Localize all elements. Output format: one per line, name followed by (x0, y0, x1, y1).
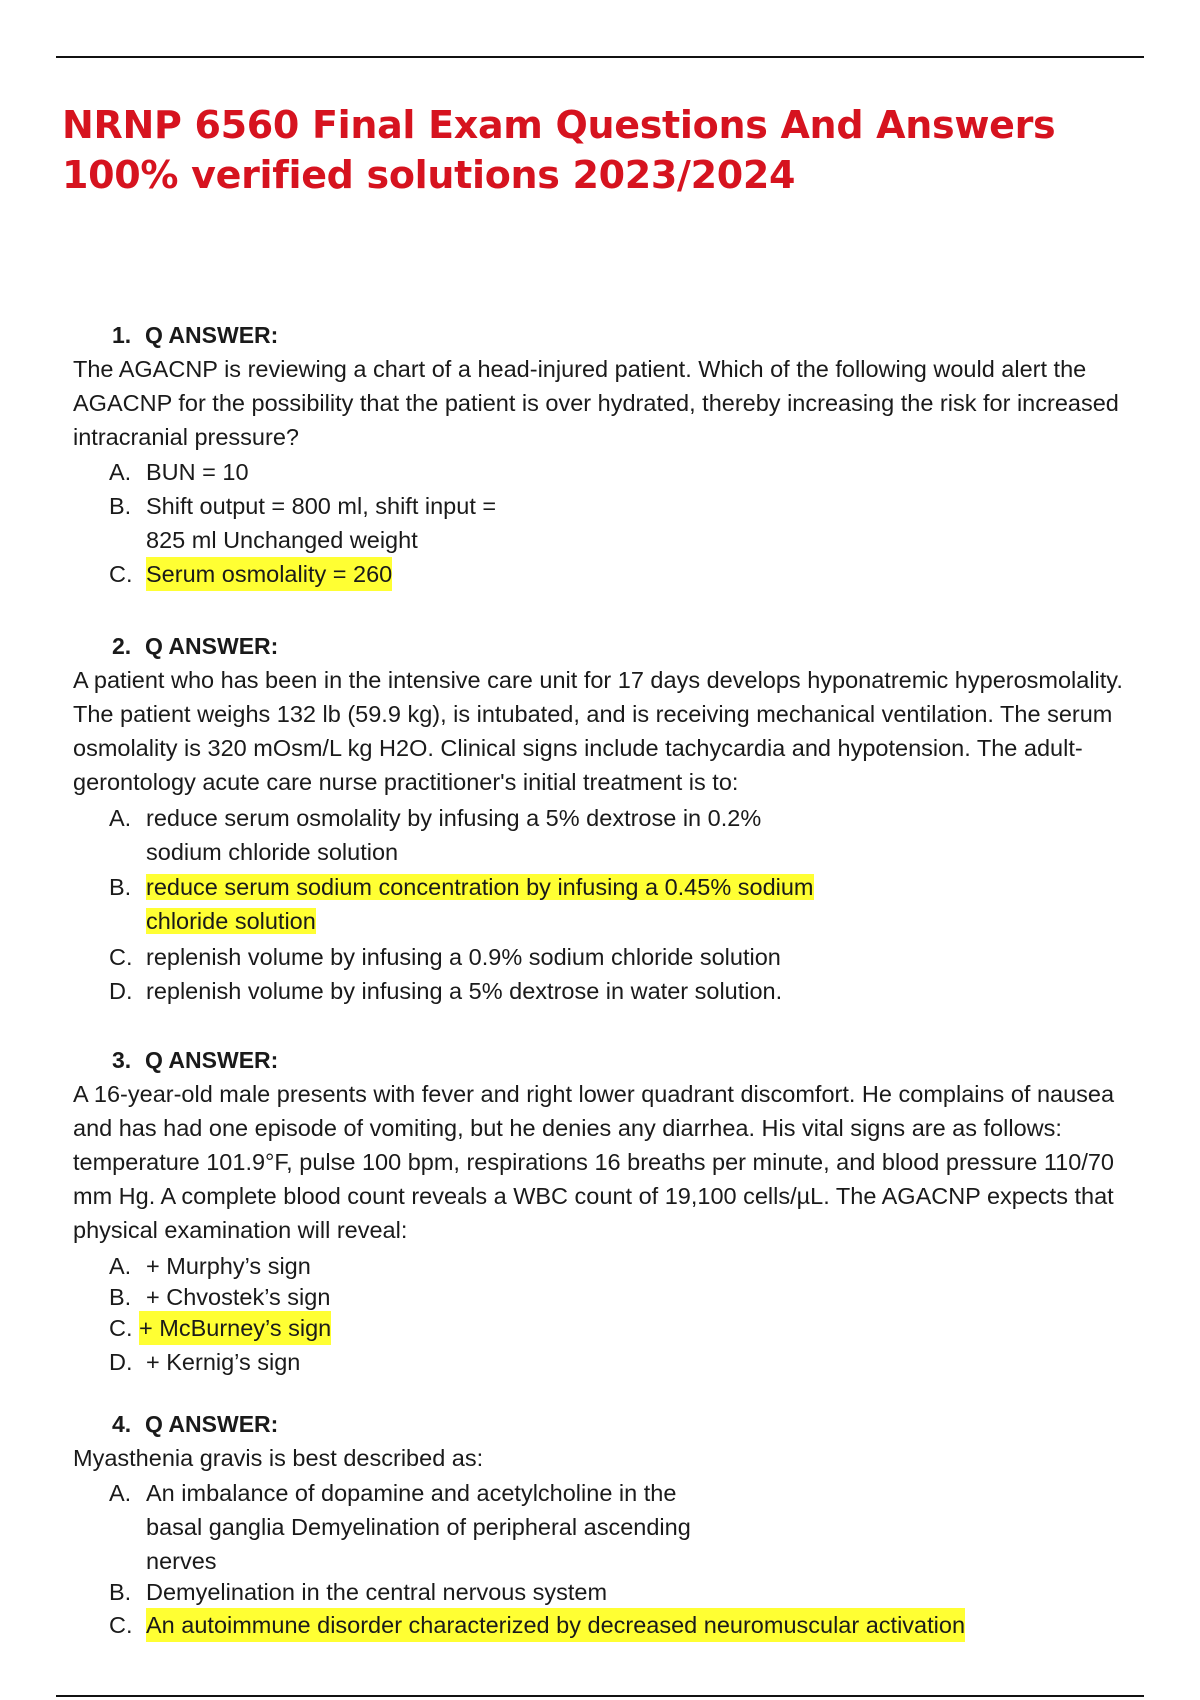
option-letter: B. (109, 493, 132, 519)
option-d (109, 974, 782, 1008)
option-letter: C. (109, 944, 133, 970)
option-letter: B. (109, 1579, 132, 1605)
option-text: + Chvostek’s sign (146, 1284, 331, 1310)
option-b-correct (109, 870, 814, 938)
option-text: Shift output = 800 ml, shift input = (146, 493, 497, 519)
question-label: Q ANSWER: (145, 1411, 279, 1437)
option-letter: C. (109, 561, 133, 587)
option-letter: D. (109, 1349, 133, 1375)
option-letter: C. (109, 1612, 133, 1638)
option-text: 825 ml Unchanged weight (146, 527, 418, 553)
question-number: 3. (112, 1047, 132, 1073)
option-text: + Murphy’s sign (146, 1253, 311, 1279)
option-letter: C. (109, 1315, 133, 1341)
option-text: + Kernig’s sign (146, 1349, 301, 1375)
option-letter: A. (109, 459, 132, 485)
option-text: BUN = 10 (146, 459, 249, 485)
option-text: basal ganglia Demyelination of peripheral ascending (146, 1514, 691, 1540)
question-heading (112, 629, 278, 663)
option-letter: B. (109, 874, 132, 900)
top-rule (56, 56, 1144, 58)
highlighted-answer: + McBurney’s sign (139, 1311, 331, 1345)
question-heading (112, 1043, 278, 1077)
highlighted-answer: An autoimmune disorder characterized by decreased neuromuscular activation (146, 1608, 965, 1642)
bottom-rule (56, 1695, 1144, 1697)
option-c-correct (109, 1608, 965, 1642)
option-c-correct (109, 1311, 331, 1345)
option-letter: A. (109, 1480, 132, 1506)
question-number: 1. (112, 322, 132, 348)
option-letter: D. (109, 978, 133, 1004)
option-text: nerves (146, 1548, 217, 1574)
option-b (109, 489, 496, 557)
option-letter: B. (109, 1284, 132, 1310)
question-stem: The AGACNP is reviewing a chart of a head-injured patient. Which of the following would alert the AGACNP for the possibility that the patient is over hydrated, thereby increasing the risk for increased intracranial pressure? (73, 356, 1119, 450)
option-c-correct (109, 557, 392, 591)
option-b (109, 1575, 607, 1609)
question-stem: Myasthenia gravis is best described as: (73, 1445, 484, 1471)
question-heading (112, 318, 278, 352)
document-title: NRNP 6560 Final Exam Questions And Answers 100% verified solutions 2023/2024 (62, 103, 1056, 197)
option-letter: A. (109, 805, 132, 831)
option-a (109, 1476, 691, 1578)
option-d (109, 1345, 300, 1379)
option-letter: A. (109, 1253, 132, 1279)
question-heading (112, 1407, 278, 1441)
question-label: Q ANSWER: (145, 1047, 279, 1073)
option-a (109, 801, 761, 869)
question-stem: A patient who has been in the intensive care unit for 17 days develops hyponatremic hyperosmolality. The patient weighs 132 lb (59.9 kg), is intubated, and is receiving mechanical ventilation. The serum osmolality is 320 mOsm/L kg H2O. Clinical signs include tachycardia and hypotension. The adult-gerontology acute care nurse practitioner's initial treatment is to: (73, 667, 1123, 795)
option-a (109, 1249, 311, 1283)
option-text: replenish volume by infusing a 5% dextrose in water solution. (146, 978, 783, 1004)
question-label: Q ANSWER: (145, 322, 279, 348)
question-stem: A 16-year-old male presents with fever and right lower quadrant discomfort. He complains of nausea and has had one episode of vomiting, but he denies any diarrhea. His vital signs are as follows: temperature 101.9°F, pulse 100 bpm, respirations 16 breaths per minute, and blood pressure 110/70 mm Hg. A complete blood count reveals a WBC count of 19,100 cells/µL. The AGACNP expects that physical examination will reveal: (73, 1081, 1115, 1243)
highlighted-answer: chloride solution (146, 908, 316, 934)
option-b (109, 1280, 330, 1314)
question-label: Q ANSWER: (145, 633, 279, 659)
question-number: 2. (112, 633, 132, 659)
option-a (109, 455, 249, 489)
option-text: An imbalance of dopamine and acetylcholine in the (146, 1480, 677, 1506)
option-text: replenish volume by infusing a 0.9% sodium chloride solution (146, 944, 781, 970)
option-text: Demyelination in the central nervous system (146, 1579, 608, 1605)
question-number: 4. (112, 1411, 132, 1437)
option-c (109, 940, 781, 974)
option-text: sodium chloride solution (146, 839, 399, 865)
option-text: reduce serum osmolality by infusing a 5% dextrose in 0.2% (146, 805, 762, 831)
highlighted-answer: Serum osmolality = 260 (146, 557, 392, 591)
highlighted-answer: reduce serum sodium concentration by infusing a 0.45% sodium (146, 874, 814, 900)
